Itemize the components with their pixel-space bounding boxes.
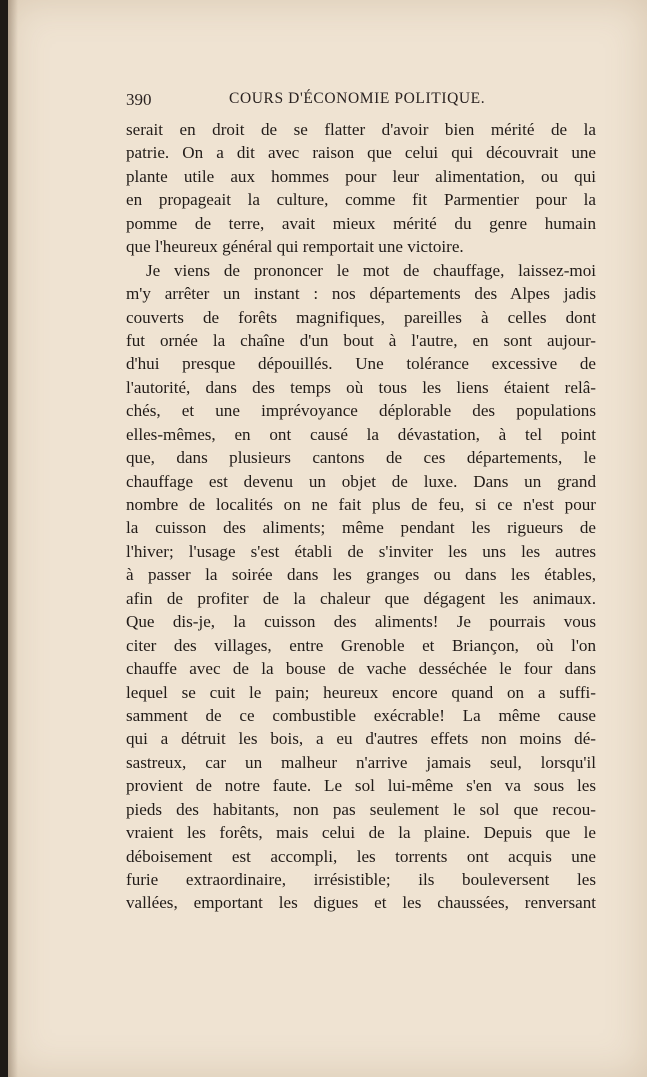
text-line: d'hui presque dépouillés. Une tolérance excessive de [126, 354, 596, 374]
text-line: Je viens de prononcer le mot de chauffage, laissez-moi [146, 260, 596, 280]
text-line: provient de notre faute. Le sol lui-même s'en va sous les [126, 776, 596, 796]
text-line: nombre de localités on ne fait plus de feu, si ce n'est pour [126, 495, 596, 514]
text-line: citer des villages, entre Grenoble et Briançon, où l'on [126, 635, 596, 655]
text-line: la cuisson des aliments; même pendant les rigueurs de [126, 518, 596, 538]
text-line: vraient les forêts, mais celui de la plaine. Depuis que le [126, 823, 596, 843]
text-line: à passer la soirée dans les granges ou dans les étables, [126, 565, 596, 585]
text-line: pieds des habitants, non pas seulement le sol que recou- [126, 799, 596, 819]
running-title: COURS D'ÉCONOMIE POLITIQUE. [229, 90, 486, 107]
page-number: 390 [126, 90, 152, 109]
text-line: couverts de forêts magnifiques, pareilles à celles dont [126, 307, 596, 327]
text-line: chauffage est devenu un objet de luxe. Dans un grand [126, 471, 596, 491]
text-line: serait en droit de se flatter d'avoir bien mérité de la [126, 120, 596, 139]
text-line: que l'heureux général qui remportait une victoire. [126, 237, 464, 257]
text-line: fut ornée la chaîne d'un bout à l'autre, en sont aujour- [126, 330, 596, 350]
text-line: m'y arrêter un instant : nos départements des Alpes jadis [126, 284, 596, 304]
text-line: que, dans plusieurs cantons de ces départements, le [126, 448, 596, 468]
text-line: qui a détruit les bois, a eu d'autres effets non moins dé- [126, 729, 596, 749]
text-line: afin de profiter de la chaleur que dégagent les animaux. [126, 588, 596, 608]
text-line: sastreux, car un malheur n'arrive jamais seul, lorsqu'il [126, 752, 596, 772]
body-text [126, 118, 596, 915]
text-line: en propageait la culture, comme fit Parmentier pour la [126, 190, 596, 210]
text-line: lequel se cuit le pain; heureux encore quand on a suffi- [126, 682, 596, 702]
text-line: l'hiver; l'usage s'est établi de s'inviter les uns les autres [126, 541, 596, 561]
text-line: furie extraordinaire, irrésistible; ils bouleversent les [126, 870, 596, 889]
text-line: samment de ce combustible exécrable! La même cause [126, 705, 596, 725]
text-line: elles-mêmes, en ont causé la dévastation, à tel point [126, 424, 596, 444]
text-line: Que dis-je, la cuisson des aliments! Je pourrais vous [126, 612, 596, 632]
page-header [126, 90, 596, 114]
book-page [8, 0, 647, 1077]
text-line: déboisement est accompli, les torrents ont acquis une [126, 846, 596, 866]
text-line: pomme de terre, avait mieux mérité du genre humain [126, 213, 596, 233]
text-line: l'autorité, dans des temps où tous les liens étaient relâ- [126, 377, 596, 397]
text-line: vallées, emportant les digues et les chaussées, renversant [126, 893, 596, 913]
text-line: chés, et une imprévoyance déplorable des populations [126, 401, 596, 421]
paragraph [126, 118, 596, 259]
paragraph [126, 259, 596, 915]
text-line: chauffe avec de la bouse de vache desséchée le four dans [126, 659, 596, 679]
text-line: plante utile aux hommes pour leur alimentation, ou qui [126, 166, 596, 186]
text-line: patrie. On a dit avec raison que celui qui découvrait une [126, 143, 596, 163]
